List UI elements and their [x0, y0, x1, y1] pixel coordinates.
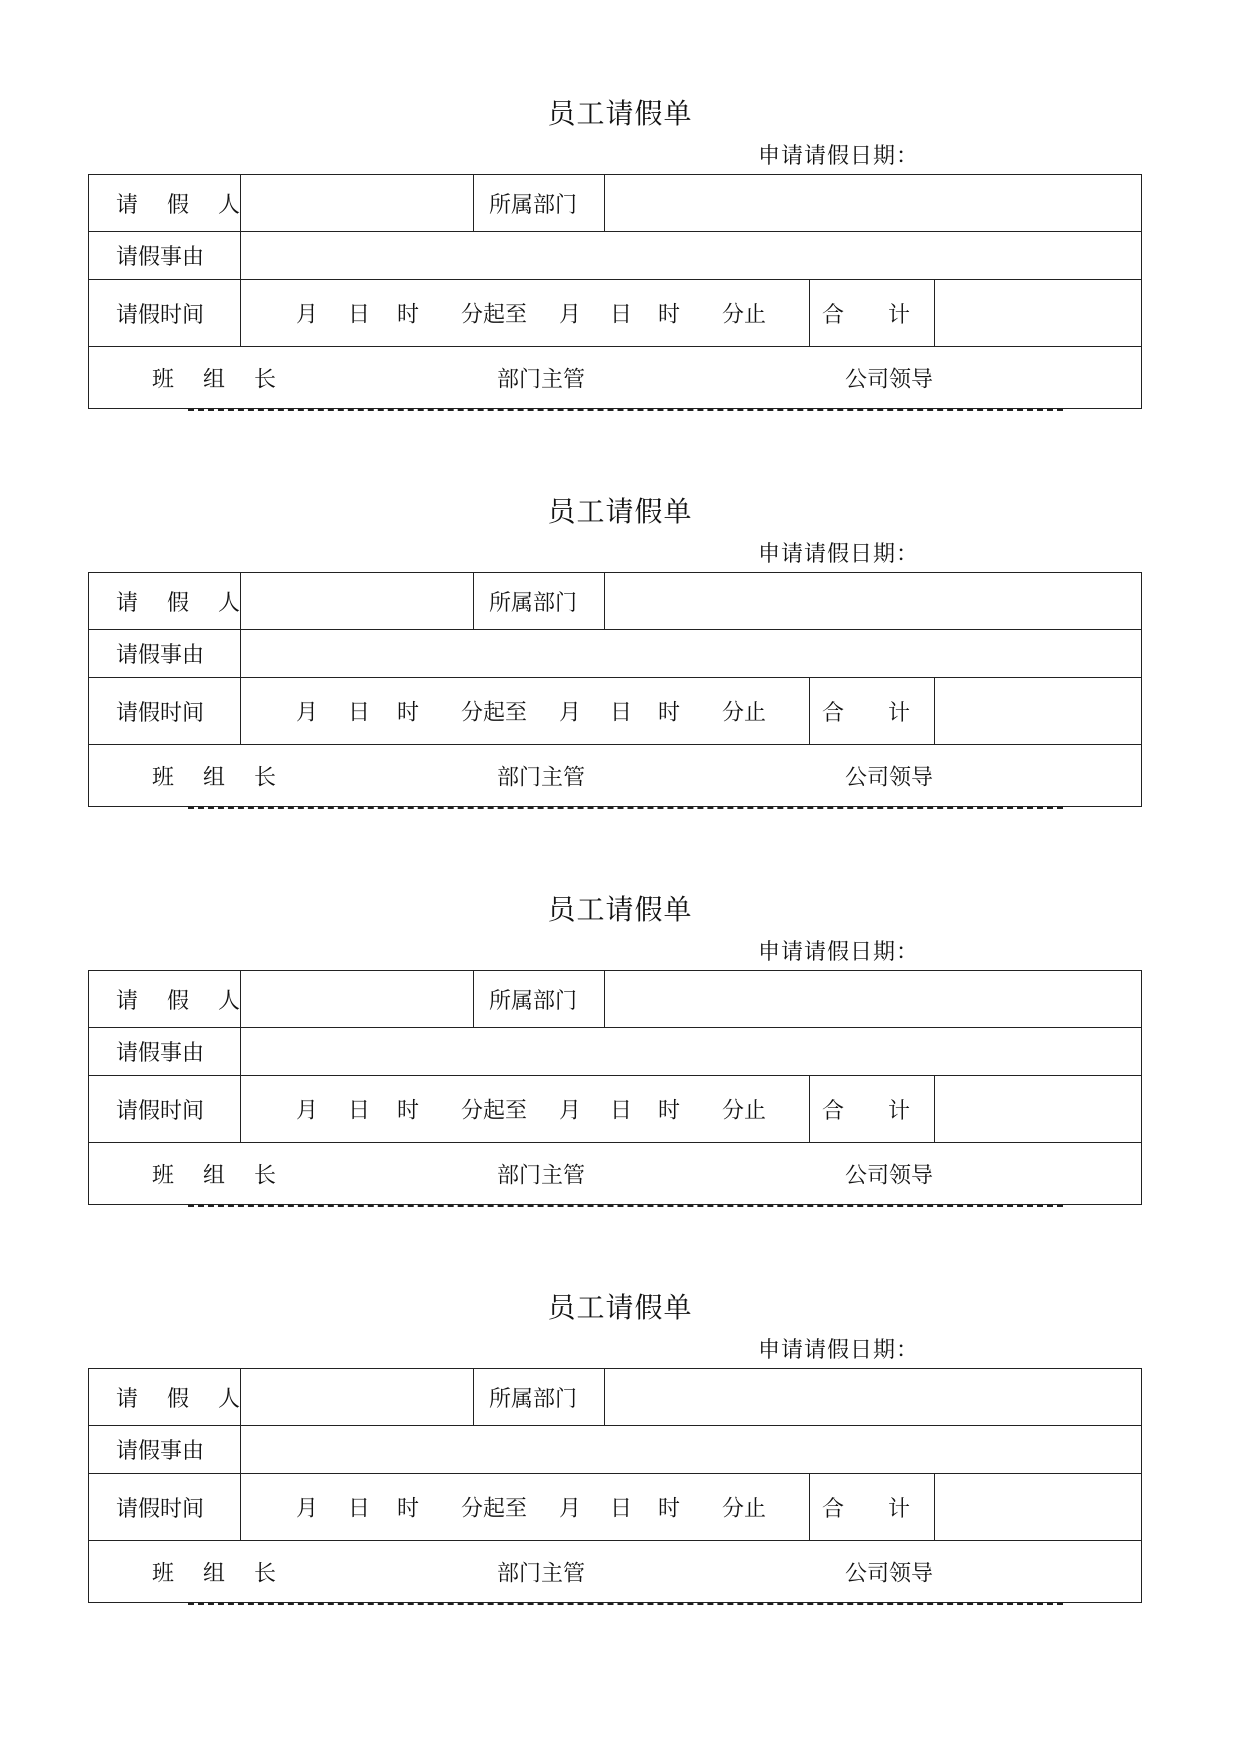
- time-part-day-end: 日: [610, 302, 633, 328]
- time-field[interactable]: [241, 1474, 810, 1541]
- cut-line: [188, 1603, 1063, 1605]
- department-label: 所属部门: [474, 573, 605, 630]
- time-part-day-start: 日: [348, 1098, 371, 1124]
- time-part-minute-start: 分起至: [461, 1098, 528, 1124]
- total-label: [810, 1474, 935, 1541]
- team-leader-label: 班 组 长: [152, 367, 287, 392]
- department-label: 所属部门: [474, 1369, 605, 1426]
- total-label-left: 合: [822, 700, 845, 726]
- total-label-right: 计: [888, 700, 911, 726]
- leave-form-2: [0, 492, 1240, 892]
- time-part-minute-end: 分止: [722, 1496, 767, 1522]
- applicant-label: 请 假 人: [116, 1386, 251, 1412]
- time-part-day-end: 日: [610, 700, 633, 726]
- time-part-day-end: 日: [610, 1098, 633, 1124]
- department-field[interactable]: [605, 971, 1142, 1028]
- department-manager-label: 部门主管: [497, 1163, 586, 1188]
- time-field[interactable]: [241, 678, 810, 745]
- time-part-hour-start: 时: [397, 302, 420, 328]
- time-part-hour-start: 时: [397, 1098, 420, 1124]
- total-label: [810, 678, 935, 745]
- total-label-left: 合: [822, 302, 845, 328]
- signature-row: [89, 1541, 1142, 1603]
- department-label: 所属部门: [474, 175, 605, 232]
- apply-date-label: 申请请假日期：: [758, 940, 920, 965]
- total-field[interactable]: [935, 678, 1142, 745]
- time-part-month-start: 月: [296, 1098, 319, 1124]
- time-part-day-end: 日: [610, 1496, 633, 1522]
- time-part-hour-start: 时: [397, 700, 420, 726]
- total-field[interactable]: [935, 1474, 1142, 1541]
- signature-row: [89, 347, 1142, 409]
- total-label: [810, 1076, 935, 1143]
- time-part-month-start: 月: [296, 700, 319, 726]
- time-part-day-start: 日: [348, 302, 371, 328]
- time-part-day-start: 日: [348, 1496, 371, 1522]
- time-part-month-end: 月: [559, 1098, 582, 1124]
- total-label-right: 计: [888, 1496, 911, 1522]
- department-label: 所属部门: [474, 971, 605, 1028]
- team-leader-label: 班 组 长: [152, 1163, 287, 1188]
- time-part-day-start: 日: [348, 700, 371, 726]
- total-field[interactable]: [935, 280, 1142, 347]
- applicant-field[interactable]: [241, 175, 474, 232]
- leave-table: [88, 572, 1142, 807]
- team-leader-label: 班 组 长: [152, 1561, 287, 1586]
- applicant-label-cell: [89, 573, 251, 630]
- applicant-label-cell: [89, 971, 251, 1028]
- total-field[interactable]: [935, 1076, 1142, 1143]
- time-field[interactable]: [241, 1076, 810, 1143]
- reason-label: 请假事由: [89, 630, 241, 678]
- signature-row: [89, 745, 1142, 807]
- department-field[interactable]: [605, 175, 1142, 232]
- time-part-minute-start: 分起至: [461, 1496, 528, 1522]
- cut-line: [188, 807, 1063, 809]
- time-part-hour-end: 时: [658, 1496, 681, 1522]
- total-label-left: 合: [822, 1098, 845, 1124]
- leave-form-3: [0, 890, 1240, 1290]
- team-leader-label: 班 组 长: [152, 765, 287, 790]
- time-part-hour-start: 时: [397, 1496, 420, 1522]
- time-part-month-end: 月: [559, 1496, 582, 1522]
- time-part-minute-start: 分起至: [461, 700, 528, 726]
- leave-table: [88, 1368, 1142, 1603]
- form-title: 员工请假单: [547, 97, 693, 130]
- apply-date-label: 申请请假日期：: [758, 542, 920, 567]
- applicant-field[interactable]: [241, 971, 474, 1028]
- time-part-hour-end: 时: [658, 700, 681, 726]
- apply-date-label: 申请请假日期：: [758, 144, 920, 169]
- apply-date-label: 申请请假日期：: [758, 1338, 920, 1363]
- reason-label: 请假事由: [89, 1028, 241, 1076]
- reason-field[interactable]: [241, 232, 1142, 280]
- time-label: 请假时间: [89, 1474, 241, 1541]
- time-part-hour-end: 时: [658, 1098, 681, 1124]
- time-part-hour-end: 时: [658, 302, 681, 328]
- time-part-month-start: 月: [296, 302, 319, 328]
- cut-line: [188, 409, 1063, 411]
- time-label: 请假时间: [89, 678, 241, 745]
- company-leader-label: 公司领导: [845, 765, 934, 790]
- time-part-month-end: 月: [559, 302, 582, 328]
- reason-field[interactable]: [241, 1426, 1142, 1474]
- company-leader-label: 公司领导: [845, 1561, 934, 1586]
- cut-line: [188, 1205, 1063, 1207]
- applicant-label: 请 假 人: [116, 988, 251, 1014]
- reason-field[interactable]: [241, 630, 1142, 678]
- time-part-minute-end: 分止: [722, 302, 767, 328]
- reason-field[interactable]: [241, 1028, 1142, 1076]
- reason-label: 请假事由: [89, 1426, 241, 1474]
- department-manager-label: 部门主管: [497, 765, 586, 790]
- time-part-month-end: 月: [559, 700, 582, 726]
- reason-label: 请假事由: [89, 232, 241, 280]
- department-field[interactable]: [605, 1369, 1142, 1426]
- applicant-field[interactable]: [241, 1369, 474, 1426]
- department-manager-label: 部门主管: [497, 1561, 586, 1586]
- company-leader-label: 公司领导: [845, 1163, 934, 1188]
- leave-form-4: [0, 1288, 1240, 1688]
- total-label-right: 计: [888, 1098, 911, 1124]
- department-manager-label: 部门主管: [497, 367, 586, 392]
- time-label: 请假时间: [89, 1076, 241, 1143]
- signature-row: [89, 1143, 1142, 1205]
- time-part-minute-end: 分止: [722, 700, 767, 726]
- form-title: 员工请假单: [547, 893, 693, 926]
- department-field[interactable]: [605, 573, 1142, 630]
- applicant-label-cell: [89, 175, 251, 232]
- form-title: 员工请假单: [547, 1291, 693, 1324]
- time-part-minute-start: 分起至: [461, 302, 528, 328]
- leave-table: [88, 970, 1142, 1205]
- time-part-minute-end: 分止: [722, 1098, 767, 1124]
- company-leader-label: 公司领导: [845, 367, 934, 392]
- total-label: [810, 280, 935, 347]
- leave-table: [88, 174, 1142, 409]
- leave-form-1: [0, 94, 1240, 494]
- time-label: 请假时间: [89, 280, 241, 347]
- applicant-field[interactable]: [241, 573, 474, 630]
- form-title: 员工请假单: [547, 495, 693, 528]
- applicant-label-cell: [89, 1369, 251, 1426]
- applicant-label: 请 假 人: [116, 590, 251, 616]
- total-label-right: 计: [888, 302, 911, 328]
- time-part-month-start: 月: [296, 1496, 319, 1522]
- total-label-left: 合: [822, 1496, 845, 1522]
- time-field[interactable]: [241, 280, 810, 347]
- applicant-label: 请 假 人: [116, 192, 251, 218]
